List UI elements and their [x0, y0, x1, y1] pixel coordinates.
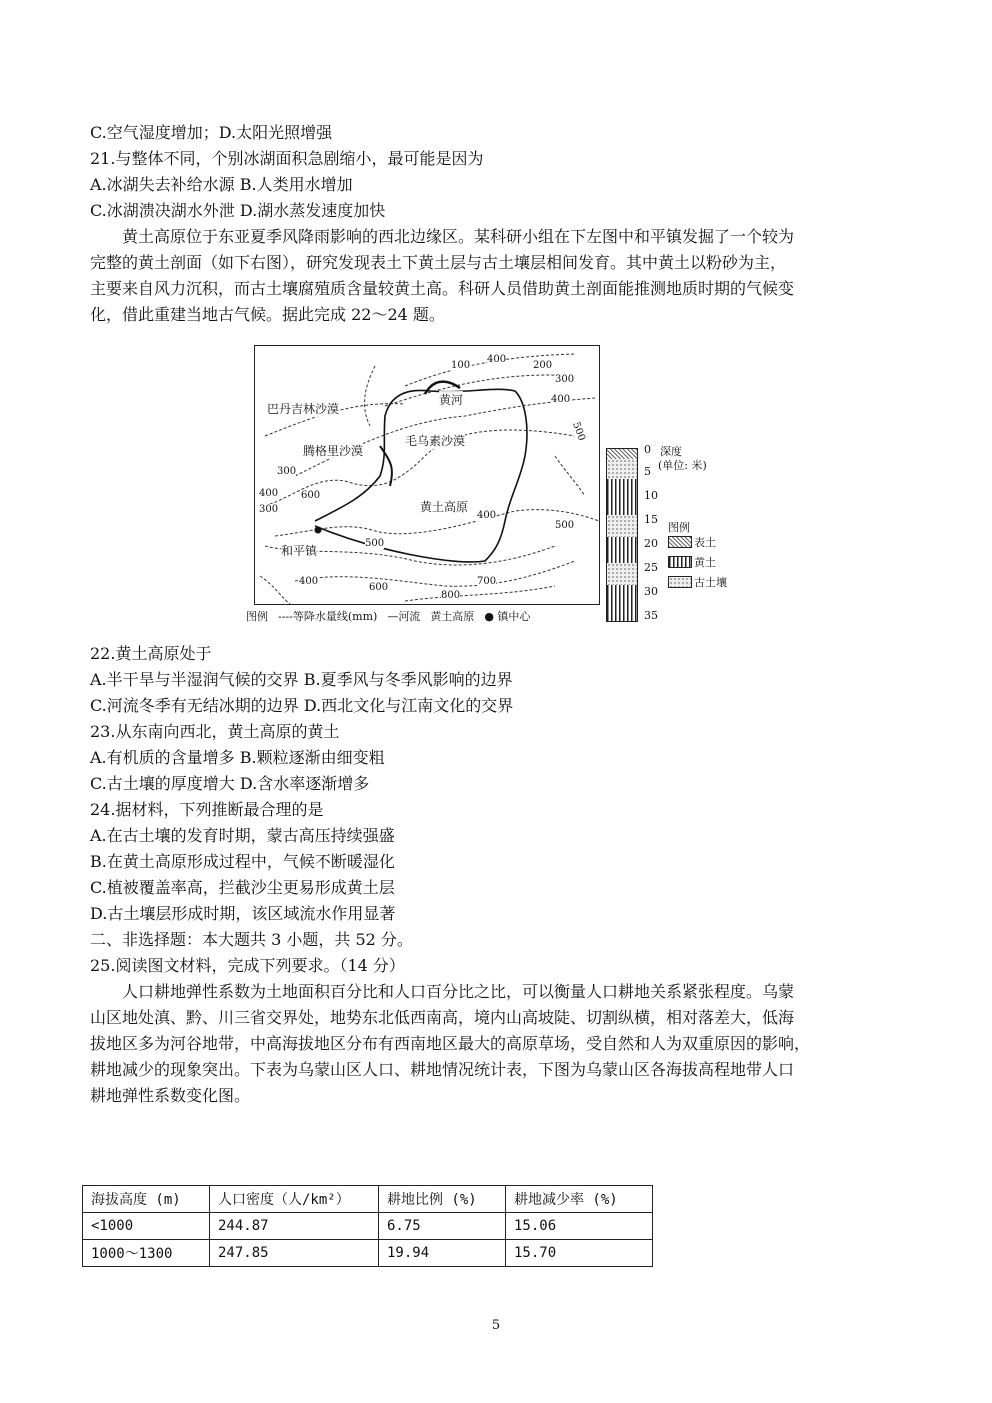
- option-line: B.在黄土高原形成过程中，气候不断暖湿化: [90, 852, 395, 871]
- label-mu-us-desert: 毛乌素沙漠: [405, 434, 466, 448]
- legend-surface: 表土: [694, 536, 716, 549]
- isohyet-label: 500: [555, 520, 575, 531]
- question-25: 25.阅读图文材料，完成下列要求。（14 分）: [90, 956, 405, 975]
- depth-tick: 5: [644, 465, 651, 478]
- legend-paleosol: 古土壤: [694, 576, 727, 589]
- depth-title: 深度: [660, 445, 682, 458]
- isohyet-label: 500: [570, 420, 587, 443]
- loess-figure: [246, 343, 752, 628]
- layer-paleosol: [607, 563, 637, 585]
- depth-tick: 20: [644, 537, 658, 550]
- table-header: 海拔高度 (m): [83, 1186, 210, 1213]
- depth-tick: 25: [644, 561, 658, 574]
- table-cell: 6.75: [379, 1213, 506, 1240]
- passage-line: 完整的黄土剖面（如下右图），研究发现表土下黄土层与古土壤层相间发育。其中黄土以粉砂为主，: [90, 253, 787, 272]
- table-header: 耕地比例 (%): [379, 1186, 506, 1213]
- label-heping-town: 和平镇: [281, 544, 318, 558]
- table-cell: 15.70: [506, 1240, 653, 1267]
- legend-swatch-surface: [668, 536, 692, 548]
- isohyet-label: 300: [555, 374, 575, 385]
- table-header: 耕地减少率 (%): [506, 1186, 653, 1213]
- option-line: C.冰湖溃决湖水外泄 D.湖水蒸发速度加快: [90, 201, 386, 220]
- isohyet-label: 400: [259, 488, 279, 499]
- depth-tick: 0: [644, 443, 651, 456]
- section-heading: 二、非选择题：本大题共 3 小题，共 52 分。: [90, 930, 413, 949]
- label-loess-plateau: 黄土高原: [420, 500, 469, 514]
- caption-river: —河流: [387, 610, 421, 623]
- isohyet-label: 500: [365, 538, 385, 549]
- passage-line: 化，借此重建当地古气候。据此完成 22～24 题。: [90, 305, 445, 324]
- population-farmland-table: [82, 1185, 653, 1267]
- legend-swatch-paleosol: [668, 576, 692, 588]
- isohyet-label: 800: [441, 590, 461, 601]
- isohyet-label: 300: [259, 504, 279, 515]
- caption-isohyet: ----等降水量线(mm): [278, 610, 378, 623]
- legend-swatch-loess: [668, 556, 692, 568]
- option-line: A.在古土壤的发育时期，蒙古高压持续强盛: [90, 826, 395, 845]
- label-yellow-river: 黄河: [439, 393, 464, 407]
- caption-legend: 图例: [246, 610, 268, 623]
- option-line: C.植被覆盖率高，拦截沙尘更易形成黄土层: [90, 878, 395, 897]
- map-caption: [246, 608, 540, 624]
- isohyet-label: 600: [301, 490, 321, 501]
- isohyet-label: 200: [533, 360, 553, 371]
- caption-loess-plateau: 黄土高原: [430, 610, 475, 623]
- layer-paleosol: [607, 459, 637, 479]
- legend-loess: 黄土: [694, 556, 716, 569]
- profile-legend-title: 图例: [668, 521, 690, 534]
- isohyet-map: [254, 345, 600, 605]
- table-row: [83, 1240, 653, 1267]
- town-center-icon: [315, 527, 322, 534]
- option-line: A.冰湖失去补给水源 B.人类用水增加: [90, 175, 353, 194]
- layer-loess: [607, 585, 637, 621]
- label-tengger-desert: 腾格里沙漠: [303, 444, 364, 458]
- passage-line: 耕地减少的现象突出。下表为乌蒙山区人口、耕地情况统计表，下图为乌蒙山区各海拔高程地带人口: [90, 1060, 795, 1079]
- option-line: A.有机质的含量增多 B.颗粒逐渐由细变粗: [90, 748, 385, 767]
- question-24: 24.据材料，下列推断最合理的是: [90, 800, 324, 819]
- layer-surface: [607, 449, 637, 459]
- passage-line: 拔地区多为河谷地带，中高海拔地区分布有西南地区最大的高原草场，受自然和人为双重原因的影响，: [90, 1034, 811, 1053]
- table-cell: <1000: [83, 1213, 210, 1240]
- table-cell: 244.87: [210, 1213, 379, 1240]
- layer-paleosol: [607, 515, 637, 537]
- isohyet-label: 700: [477, 576, 497, 587]
- option-line: C.空气湿度增加；D.太阳光照增强: [90, 123, 333, 142]
- table-cell: 19.94: [379, 1240, 506, 1267]
- table-cell: 15.06: [506, 1213, 653, 1240]
- isohyet-label: 400: [477, 510, 497, 521]
- isohyet-label: 300: [277, 466, 297, 477]
- layer-loess: [607, 537, 637, 563]
- depth-tick: 30: [644, 585, 658, 598]
- layer-loess: [607, 479, 637, 515]
- passage-line: 人口耕地弹性系数为土地面积百分比和人口百分比之比，可以衡量人口耕地关系紧张程度。乌蒙: [122, 982, 795, 1001]
- table-header: 人口密度（人/km²）: [210, 1186, 379, 1213]
- option-line: A.半干旱与半湿润气候的交界 B.夏季风与冬季风影响的边界: [90, 670, 513, 689]
- depth-tick: 10: [644, 489, 658, 502]
- depth-unit: (单位: 米): [658, 459, 707, 472]
- question-23: 23.从东南向西北，黄土高原的黄土: [90, 722, 340, 741]
- depth-tick: 15: [644, 513, 658, 526]
- map-drawing: [255, 346, 599, 604]
- table-row: [83, 1213, 653, 1240]
- table-cell: 1000～1300: [83, 1240, 210, 1267]
- label-badain-desert: 巴丹吉林沙漠: [267, 402, 340, 416]
- question-21: 21.与整体不同，个别冰湖面积急剧缩小，最可能是因为: [90, 149, 484, 168]
- passage-line: 耕地弹性系数变化图。: [90, 1086, 251, 1105]
- isohyet-label: 100: [451, 360, 471, 371]
- loess-profile-column: [606, 448, 638, 622]
- isohyet-label: 400: [487, 354, 507, 365]
- passage-line: 黄土高原位于东亚夏季风降雨影响的西北边缘区。某科研小组在下左图中和平镇发掘了一个较为: [122, 227, 795, 246]
- passage-line: 山区地处滇、黔、川三省交界处，地势东北低西南高，境内山高坡陡、切割纵横，相对落差大，低海: [90, 1008, 795, 1027]
- question-22: 22.黄土高原处于: [90, 644, 212, 663]
- page-number: 5: [491, 1318, 501, 1333]
- option-line: D.古土壤层形成时期，该区域流水作用显著: [90, 904, 396, 923]
- isohyet-label: 600: [369, 582, 389, 593]
- caption-town: ● 镇中心: [484, 610, 531, 623]
- option-line: C.古土壤的厚度增大 D.含水率逐渐增多: [90, 774, 370, 793]
- passage-line: 主要来自风力沉积，而古土壤腐殖质含量较黄土高。科研人员借助黄土剖面能推测地质时期的气候变: [90, 279, 795, 298]
- isohyet-label: 400: [551, 394, 571, 405]
- option-line: C.河流冬季有无结冰期的边界 D.西北文化与江南文化的交界: [90, 696, 514, 715]
- table-header-row: [83, 1186, 653, 1213]
- isohyet-label: 400: [299, 576, 319, 587]
- depth-tick: 35: [644, 609, 658, 622]
- table-cell: 247.85: [210, 1240, 379, 1267]
